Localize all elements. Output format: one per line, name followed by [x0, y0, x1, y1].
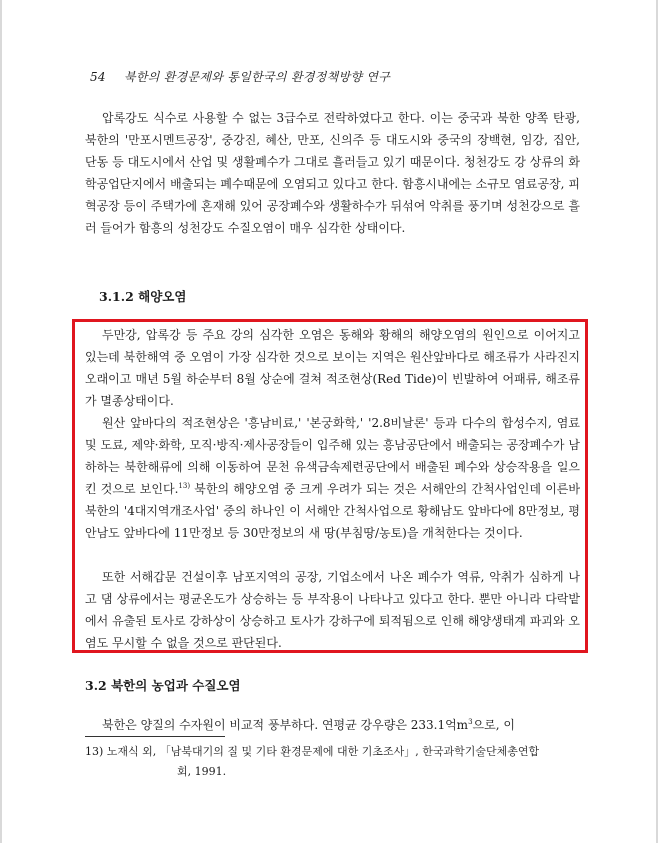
intro-paragraph: 압록강도 식수로 사용할 수 없는 3급수로 전락하였다고 한다. 이는 중국과 북한 양쪽 탄광, 북한의 '만포시멘트공장', 중강진, 혜산, 만포, 신의주 등 대도시와 중국의 장백현, 임강, 집안, 단동 등 대도시에서 산업 및 생활폐수가 그대로 흘러들고 있기 때문이다. 청천강도 강 상류의 화학공업단지에서 배출되는 폐수때문에 오염되고 있다고 한다. 함흥시내에는 소규모 염료공장, 피혁공장 등이 주택가에 혼재해 있어 공장폐수와 생활하수가 뒤섞여 악취를 풍기며 성천강으로 흘러 들어가 함흥의 성천강도 수질오염이 매우 심각한 상태이다.	[85, 111, 580, 235]
footnote-divider	[85, 736, 225, 737]
section-3-2-text-a: 북한은 양질의 수자원이 비교적 풍부하다. 연평균 강우량은 233.1억m	[102, 718, 469, 732]
footnote-line-2: 회, 1991.	[177, 765, 227, 778]
running-header	[90, 68, 390, 85]
section-heading-3-2: 3.2 북한의 농업과 수질오염	[85, 678, 241, 693]
boxed-paragraph-2-text-a: 원산 앞바다의 적조현상은 '흥남비료,' '본궁화학,' '2.8비날론' 등과 다수의 합성수지, 염료 및 도료, 제약·화학, 모직·방직·제사공장들이 입주해 있는 흥남공단에서 배출되는 공장폐수가 남하하는 북한해류에 의해 이동하여 문천 유색금속제련공단에서 배출된 폐수와 상승작용을 일으킨 것으로 보인다.	[85, 416, 580, 496]
boxed-paragraph-1: 두만강, 압록강 등 주요 강의 심각한 오염은 동해와 황해의 해양오염의 원인으로 이어지고 있는데 북한해역 중 오염이 가장 심각한 것으로 보이는 지역은 원산앞바다로 해조류가 사라진지 오래이고 매년 5월 하순부터 8월 상순에 걸쳐 적조현상(Red Tide)이 빈발하여 어패류, 해조류가 멸종상태이다.	[85, 328, 580, 408]
page-number: 54	[90, 70, 106, 84]
section-3-2-paragraph	[85, 714, 580, 736]
footnote-line-1: 13) 노재식 외, 「남북대기의 질 및 기타 환경문제에 대한 기초조사」, 한국과학기술단체총연합	[85, 745, 540, 758]
boxed-paragraph-3: 또한 서해갑문 건설이후 남포지역의 공장, 기업소에서 나온 폐수가 역류, 악취가 심하게 나고 댐 상류에서는 평균온도가 상승하는 등 부작용이 나타나고 있다고 한다. 뿐만 아니라 다락밭에서 유출된 토사로 강하상이 상승하고 토사가 강하구에 퇴적됨으로 인해 해양생태계 파괴와 오염도 무시할 수 없을 것으로 판단된다.	[85, 570, 580, 650]
running-title: 북한의 환경문제와 통일한국의 환경정책방향 연구	[124, 70, 391, 84]
boxed-paragraph-2-text-b: 북한의 해양오염 중 크게 우려가 되는 것은 서해안의 간척사업인데 이른바 북한의 '4대지역개조사업' 중의 하나인 이 서해안 간척사업으로 황해남도 앞바다에 8만정보, 평안남도 앞바다에 11만정보 등 30만정보의 새 땅(부침땅/농토)을 개척한다는 것이다.	[85, 482, 580, 540]
footnote-13	[85, 742, 580, 782]
section-3-2-text-b: 으로, 이	[472, 718, 515, 732]
section-heading-3-1-2: 3.1.2 해양오염	[99, 289, 187, 304]
boxed-paragraph-2	[85, 412, 580, 544]
page-edge-left	[0, 0, 2, 843]
footnote-ref-13[interactable]: 13)	[178, 482, 191, 490]
superscript-3: 3	[468, 718, 473, 726]
